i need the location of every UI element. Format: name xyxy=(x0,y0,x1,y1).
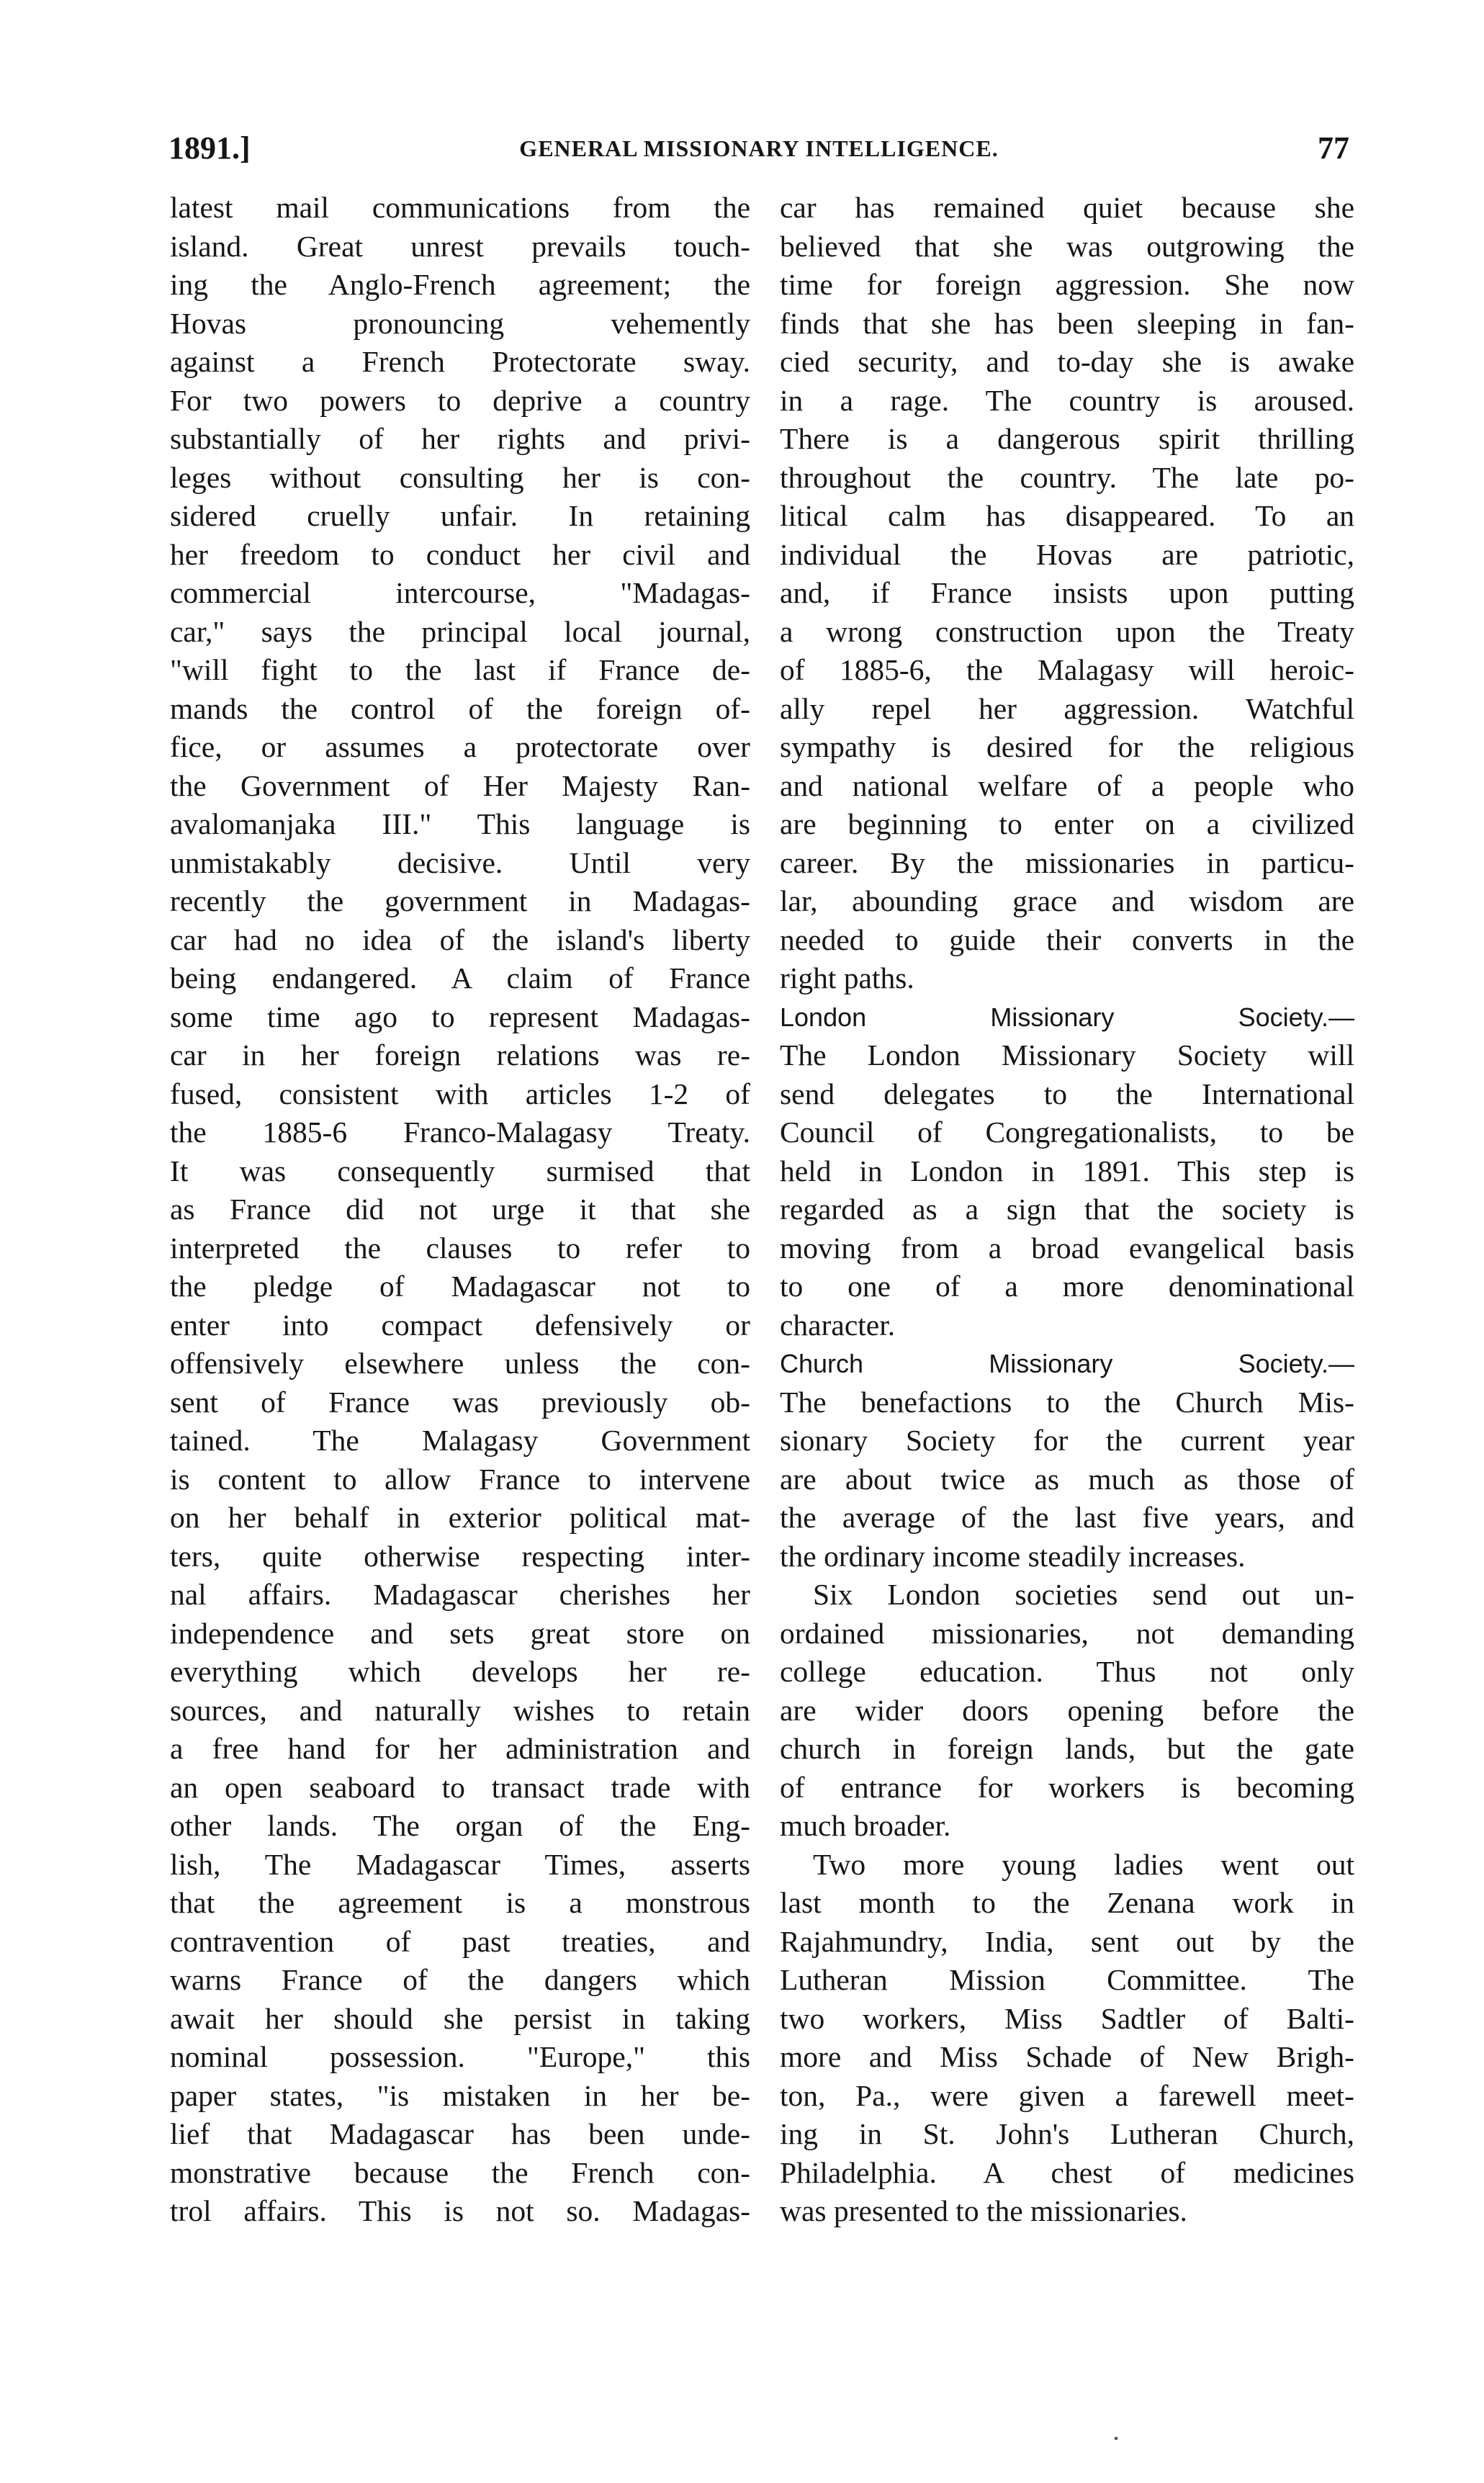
text-line: ing in St. John's Lutheran Church, xyxy=(780,2117,1354,2150)
text-line: For two powers to deprive a country xyxy=(170,383,750,417)
text-line: offensively elsewhere unless the con- xyxy=(170,1347,750,1380)
text-line: more and Miss Schade of New Brigh- xyxy=(780,2040,1354,2073)
page-number: 77 xyxy=(1318,130,1349,166)
church-missionary-society-section xyxy=(780,1344,1354,1576)
text-line: ters, quite otherwise respecting inter- xyxy=(170,1539,750,1573)
text-line: career. By the missionaries in particu- xyxy=(780,845,1354,879)
text-line: Six London societies send out un- xyxy=(813,1578,1354,1611)
text-line: of entrance for workers is becoming xyxy=(780,1770,1354,1804)
text-line: ordained missionaries, not demanding xyxy=(780,1616,1354,1650)
text-line: independence and sets great store on xyxy=(170,1616,750,1650)
text-line: nominal possession. "Europe," this xyxy=(170,2040,750,2073)
text-line: of 1885-6, the Malagasy will heroic- xyxy=(780,653,1354,686)
text-line: sidered cruelly unfair. In retaining xyxy=(170,499,750,532)
text-line: trol affairs. This is not so. Madagas- xyxy=(170,2194,750,2227)
text-line: last month to the Zenana work in xyxy=(780,1886,1354,1919)
text-line: that the agreement is a monstrous xyxy=(170,1886,750,1919)
text-line: lief that Madagascar has been unde- xyxy=(170,2117,750,2150)
text-line: the average of the last five years, and xyxy=(780,1501,1354,1534)
text-line: time for foreign aggression. She now xyxy=(780,268,1354,301)
text-line: sent of France was previously ob- xyxy=(170,1385,750,1419)
stray-mark xyxy=(1115,2437,1118,2440)
text-line: lish, The Madagascar Times, asserts xyxy=(170,1847,750,1881)
text-line: "will fight to the last if France de- xyxy=(170,653,750,686)
text-line: a free hand for her administration and xyxy=(170,1732,750,1765)
london-missionary-society-section xyxy=(780,998,1354,1345)
text-line: leges without consulting her is con- xyxy=(170,460,750,494)
text-line: avalomanjaka III." This language is xyxy=(170,807,750,840)
text-line: and national welfare of a people who xyxy=(780,768,1354,802)
text-line: to one of a more denominational xyxy=(780,1270,1354,1303)
header-running-title: GENERAL MISSIONARY INTELLIGENCE. xyxy=(519,135,999,161)
text-line: believed that she was outgrowing the xyxy=(780,229,1354,263)
text-line: It was consequently surmised that xyxy=(170,1154,750,1187)
text-line: nal affairs. Madagascar cherishes her xyxy=(170,1578,750,1611)
right-column xyxy=(780,189,1354,2231)
text-line: commercial intercourse, "Madagas- xyxy=(170,576,750,609)
text-line: are about twice as much as those of xyxy=(780,1462,1354,1496)
text-line: other lands. The organ of the Eng- xyxy=(170,1809,750,1842)
text-line: await her should she persist in taking xyxy=(170,2001,750,2035)
text-line: individual the Hovas are patriotic, xyxy=(780,537,1354,571)
text-line: Philadelphia. A chest of medicines xyxy=(780,2155,1354,2189)
text-line: car had no idea of the island's liberty xyxy=(170,922,750,956)
text-line: everything which develops her re- xyxy=(170,1655,750,1688)
text-line: was presented to the missionaries. xyxy=(780,2194,1187,2227)
text-line: car has remained quiet because she xyxy=(780,191,1354,224)
section-heading: Church Missionary Society.— xyxy=(780,1349,1354,1378)
text-line: the Government of Her Majesty Ran- xyxy=(170,768,750,802)
text-line: substantially of her rights and privi- xyxy=(170,422,750,455)
text-line: Council of Congregationalists, to be xyxy=(780,1115,1354,1149)
zenana-work-paragraph xyxy=(780,1846,1354,2231)
text-line: sources, and naturally wishes to retain xyxy=(170,1693,750,1727)
text-line: is content to allow France to intervene xyxy=(170,1462,750,1496)
text-line: The benefactions to the Church Mis- xyxy=(780,1385,1354,1419)
text-line: character. xyxy=(780,1308,896,1342)
text-line: are beginning to enter on a civilized xyxy=(780,807,1354,840)
text-line: unmistakably decisive. Until very xyxy=(170,845,750,879)
text-line: church in foreign lands, but the gate xyxy=(780,1732,1354,1765)
text-line: sympathy is desired for the religious xyxy=(780,730,1354,763)
running-header xyxy=(168,127,1349,170)
text-line: warns France of the dangers which xyxy=(170,1963,750,1996)
text-line: tained. The Malagasy Government xyxy=(170,1424,750,1457)
text-line: the pledge of Madagascar not to xyxy=(170,1270,750,1303)
text-line: There is a dangerous spirit thrilling xyxy=(780,422,1354,455)
text-line: recently the government in Madagas- xyxy=(170,884,750,917)
text-line: against a French Protectorate sway. xyxy=(170,345,750,378)
text-line: lar, abounding grace and wisdom are xyxy=(780,884,1354,917)
text-line: two workers, Miss Sadtler of Balti- xyxy=(780,2001,1354,2035)
text-line: interpreted the clauses to refer to xyxy=(170,1231,750,1265)
text-line: fused, consistent with articles 1-2 of xyxy=(170,1077,750,1110)
text-line: Hovas pronouncing vehemently xyxy=(170,306,750,340)
text-line: car in her foreign relations was re- xyxy=(170,1038,750,1072)
text-line: enter into compact defensively or xyxy=(170,1308,750,1342)
text-line: island. Great unrest prevails touch- xyxy=(170,229,750,263)
text-line: a wrong construction upon the Treaty xyxy=(780,614,1354,648)
text-line: throughout the country. The late po- xyxy=(780,460,1354,494)
text-line: Rajahmundry, India, sent out by the xyxy=(780,1924,1354,1958)
text-line: monstrative because the French con- xyxy=(170,2155,750,2189)
text-line: some time ago to represent Madagas- xyxy=(170,1000,750,1033)
text-line: in a rage. The country is aroused. xyxy=(780,383,1354,417)
text-line: are wider doors opening before the xyxy=(780,1693,1354,1727)
text-line: mands the control of the foreign of- xyxy=(170,691,750,725)
text-line: cied security, and to-day she is awake xyxy=(780,345,1354,378)
text-line: ton, Pa., were given a farewell meet- xyxy=(780,2078,1354,2112)
section-heading: London Missionary Society.— xyxy=(780,1002,1354,1032)
header-year: 1891.] xyxy=(168,130,251,166)
text-line: Two more young ladies went out xyxy=(813,1847,1354,1881)
text-line: regarded as a sign that the society is xyxy=(780,1193,1354,1226)
text-line: on her behalf in exterior political mat- xyxy=(170,1501,750,1534)
text-line: college education. Thus not only xyxy=(780,1655,1354,1688)
text-line: paper states, "is mistaken in her be- xyxy=(170,2078,750,2112)
text-line: fice, or assumes a protectorate over xyxy=(170,730,750,763)
text-line: moving from a broad evangelical basis xyxy=(780,1231,1354,1265)
text-line: held in London in 1891. This step is xyxy=(780,1154,1354,1187)
text-line: her freedom to conduct her civil and xyxy=(170,537,750,571)
text-line: right paths. xyxy=(780,961,914,994)
text-line: the 1885-6 Franco-Malagasy Treaty. xyxy=(170,1115,750,1149)
text-line: the ordinary income steadily increases. xyxy=(780,1539,1246,1573)
text-line: as France did not urge it that she xyxy=(170,1193,750,1226)
text-line: sionary Society for the current year xyxy=(780,1424,1354,1457)
text-line: send delegates to the International xyxy=(780,1077,1354,1110)
text-line: ing the Anglo-French agreement; the xyxy=(170,268,750,301)
text-line: ally repel her aggression. Watchful xyxy=(780,691,1354,725)
text-line: litical calm has disappeared. To an xyxy=(780,499,1354,532)
text-line: much broader. xyxy=(780,1809,951,1842)
text-line: car," says the principal local journal, xyxy=(170,614,750,648)
text-line: Lutheran Mission Committee. The xyxy=(780,1963,1354,1996)
madagascar-continuation xyxy=(780,189,1354,998)
text-line: and, if France insists upon putting xyxy=(780,576,1354,609)
left-column xyxy=(170,189,750,2231)
six-london-societies-paragraph xyxy=(780,1576,1354,1846)
text-line: needed to guide their converts in the xyxy=(780,922,1354,956)
text-line: being endangered. A claim of France xyxy=(170,961,750,994)
text-line: finds that she has been sleeping in fan- xyxy=(780,306,1354,340)
text-line: an open seaboard to transact trade with xyxy=(170,1770,750,1804)
text-line: The London Missionary Society will xyxy=(780,1038,1354,1072)
text-line: latest mail communications from the xyxy=(170,191,750,224)
text-line: contravention of past treaties, and xyxy=(170,1924,750,1958)
